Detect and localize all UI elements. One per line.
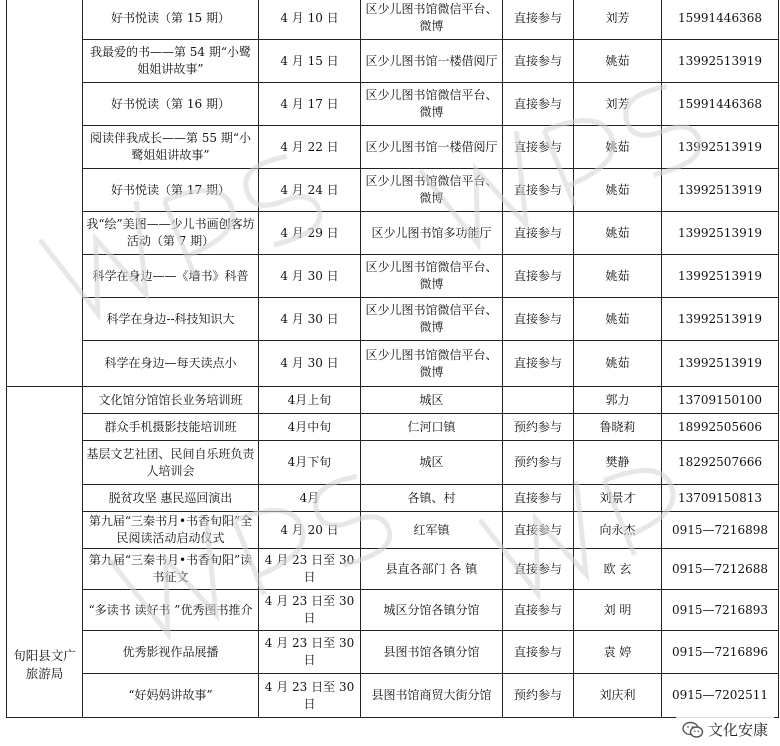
contact-phone: 13992513919: [662, 169, 779, 212]
contact-phone: 0915—7216893: [662, 590, 779, 631]
activity-date: 4 月 23 日至 30 日: [259, 590, 361, 631]
activity-date: 4 月 24 日: [259, 169, 361, 212]
activity-place: 区少儿图书馆微信平台、微博: [361, 83, 503, 126]
activity-date: 4 月 29 日: [259, 212, 361, 255]
contact-person: 刘芳: [574, 0, 662, 40]
activity-name: 科学在身边—每天读点小: [83, 341, 259, 387]
table-row: [7, 631, 779, 674]
table-row: [7, 83, 779, 126]
contact-person: 欧 玄: [574, 549, 662, 590]
table-row: [7, 441, 779, 485]
activity-name: 优秀影视作品展播: [83, 631, 259, 674]
activity-name: 群众手机摄影技能培训班: [83, 414, 259, 441]
contact-person: 姚茹: [574, 341, 662, 387]
contact-person: 郭力: [574, 387, 662, 414]
participation-mode: 直接参与: [503, 83, 574, 126]
contact-phone: 18292507666: [662, 441, 779, 485]
contact-phone: 0915—7212688: [662, 549, 779, 590]
activity-name: 第九届“三秦书月•书香旬阳”全民阅读活动启动仪式: [83, 512, 259, 549]
contact-person: 姚茹: [574, 212, 662, 255]
participation-mode: 直接参与: [503, 255, 574, 298]
activity-date: 4 月 10 日: [259, 0, 361, 40]
contact-phone: 13709150813: [662, 485, 779, 512]
activity-table: [6, 0, 779, 718]
participation-mode: 直接参与: [503, 341, 574, 387]
contact-person: 刘景才: [574, 485, 662, 512]
activity-date: 4 月 23 日至 30 日: [259, 631, 361, 674]
table-row: [7, 485, 779, 512]
activity-place: 区少儿图书馆微信平台、微博: [361, 341, 503, 387]
contact-phone: 13992513919: [662, 40, 779, 83]
contact-person: 刘庆利: [574, 674, 662, 718]
activity-name: 好书悦读（第 15 期）: [83, 0, 259, 40]
table-row: [7, 590, 779, 631]
activity-name: 第九届“三秦书月•书香旬阳”读书征文: [83, 549, 259, 590]
table-row: [7, 212, 779, 255]
contact-phone: 13992513919: [662, 126, 779, 169]
activity-place: 各镇、村: [361, 485, 503, 512]
wechat-icon: [682, 721, 704, 739]
participation-mode: 直接参与: [503, 549, 574, 590]
contact-phone: 15991446368: [662, 83, 779, 126]
contact-person: 姚茹: [574, 298, 662, 341]
activity-date: 4 月 15 日: [259, 40, 361, 83]
table-row: [7, 674, 779, 718]
contact-person: 姚茹: [574, 126, 662, 169]
activity-place: 县图书馆商贸大街分馆: [361, 674, 503, 718]
participation-mode: 直接参与: [503, 169, 574, 212]
activity-date: 4 月 17 日: [259, 83, 361, 126]
contact-phone: 0915—7216898: [662, 512, 779, 549]
activity-place: 仁河口镇: [361, 414, 503, 441]
contact-person: 刘芳: [574, 83, 662, 126]
activity-place: 区少儿图书馆微信平台、微博: [361, 0, 503, 40]
account-badge: [676, 717, 774, 742]
activity-date: 4月中旬: [259, 414, 361, 441]
activity-date: 4 月 20 日: [259, 512, 361, 549]
participation-mode: 直接参与: [503, 126, 574, 169]
activity-place: 县图书馆各镇分馆: [361, 631, 503, 674]
table-row: [7, 414, 779, 441]
table-row: [7, 387, 779, 414]
contact-person: 姚茹: [574, 255, 662, 298]
table-row: [7, 341, 779, 387]
contact-phone: 0915—7202511: [662, 674, 779, 718]
activity-name: 科学在身边——《墙书》科普: [83, 255, 259, 298]
participation-mode: 直接参与: [503, 298, 574, 341]
table-row: [7, 298, 779, 341]
table-row: [7, 255, 779, 298]
participation-mode: 直接参与: [503, 631, 574, 674]
activity-date: 4月上旬: [259, 387, 361, 414]
participation-mode: [503, 387, 574, 414]
contact-person: 樊静: [574, 441, 662, 485]
contact-person: 姚茹: [574, 169, 662, 212]
contact-person: 姚茹: [574, 40, 662, 83]
participation-mode: 直接参与: [503, 512, 574, 549]
participation-mode: 预约参与: [503, 414, 574, 441]
activity-date: 4 月 22 日: [259, 126, 361, 169]
table-row: [7, 169, 779, 212]
activity-place: 城区: [361, 387, 503, 414]
participation-mode: 预约参与: [503, 674, 574, 718]
activity-name: “多读书 读好书 ”优秀图书推介: [83, 590, 259, 631]
participation-mode: 预约参与: [503, 441, 574, 485]
activity-place: 城区分馆各镇分馆: [361, 590, 503, 631]
contact-phone: 0915—7216896: [662, 631, 779, 674]
activity-name: 我“绘”美图——少儿书画创客坊活动（第 7 期）: [83, 212, 259, 255]
table-row: [7, 549, 779, 590]
activity-place: 区少儿图书馆微信平台、微博: [361, 298, 503, 341]
activity-name: 我最爱的书——第 54 期“小鹭姐姐讲故事”: [83, 40, 259, 83]
activity-name: 文化馆分馆馆长业务培训班: [83, 387, 259, 414]
contact-phone: 13992513919: [662, 341, 779, 387]
table-row: [7, 0, 779, 40]
organizer-cell: [7, 0, 83, 387]
table-row: [7, 512, 779, 549]
activity-date: 4 月 30 日: [259, 341, 361, 387]
activity-name: 好书悦读（第 16 期）: [83, 83, 259, 126]
contact-phone: 13992513919: [662, 255, 779, 298]
activity-date: 4月: [259, 485, 361, 512]
activity-date: 4月下旬: [259, 441, 361, 485]
activity-name: 科学在身边--科技知识大: [83, 298, 259, 341]
contact-phone: 15991446368: [662, 0, 779, 40]
contact-phone: 13992513919: [662, 212, 779, 255]
activity-date: 4 月 30 日: [259, 298, 361, 341]
activity-place: 县直各部门 各 镇: [361, 549, 503, 590]
activity-name: 脱贫攻坚 惠民巡回演出: [83, 485, 259, 512]
activity-date: 4 月 23 日至 30 日: [259, 674, 361, 718]
activity-name: 好书悦读（第 17 期）: [83, 169, 259, 212]
contact-phone: 18992505606: [662, 414, 779, 441]
activity-date: 4 月 23 日至 30 日: [259, 549, 361, 590]
activity-name: “好妈妈讲故事”: [83, 674, 259, 718]
activity-name: 阅读伴我成长——第 55 期“小鹭姐姐讲故事”: [83, 126, 259, 169]
participation-mode: 直接参与: [503, 0, 574, 40]
participation-mode: 直接参与: [503, 485, 574, 512]
contact-person: 袁 婷: [574, 631, 662, 674]
participation-mode: 直接参与: [503, 590, 574, 631]
activity-place: 区少儿图书馆微信平台、微博: [361, 169, 503, 212]
contact-person: 刘 明: [574, 590, 662, 631]
activity-place: 城区: [361, 441, 503, 485]
activity-place: 红军镇: [361, 512, 503, 549]
activity-place: 区少儿图书馆一楼借阅厅: [361, 126, 503, 169]
table-row: [7, 40, 779, 83]
contact-phone: 13709150100: [662, 387, 779, 414]
table-row: [7, 126, 779, 169]
activity-place: 区少儿图书馆微信平台、微博: [361, 255, 503, 298]
activity-place: 区少儿图书馆多功能厅: [361, 212, 503, 255]
participation-mode: 直接参与: [503, 40, 574, 83]
contact-person: 向永杰: [574, 512, 662, 549]
activity-place: 区少儿图书馆一楼借阅厅: [361, 40, 503, 83]
contact-person: 鲁晓莉: [574, 414, 662, 441]
participation-mode: 直接参与: [503, 212, 574, 255]
account-name: 文化安康: [707, 721, 768, 739]
activity-date: 4 月 30 日: [259, 255, 361, 298]
activity-name: 基层文艺社团、民间自乐班负责人培训会: [83, 441, 259, 485]
contact-phone: 13992513919: [662, 298, 779, 341]
organizer-cell: 旬阳县文广旅游局: [7, 387, 83, 718]
